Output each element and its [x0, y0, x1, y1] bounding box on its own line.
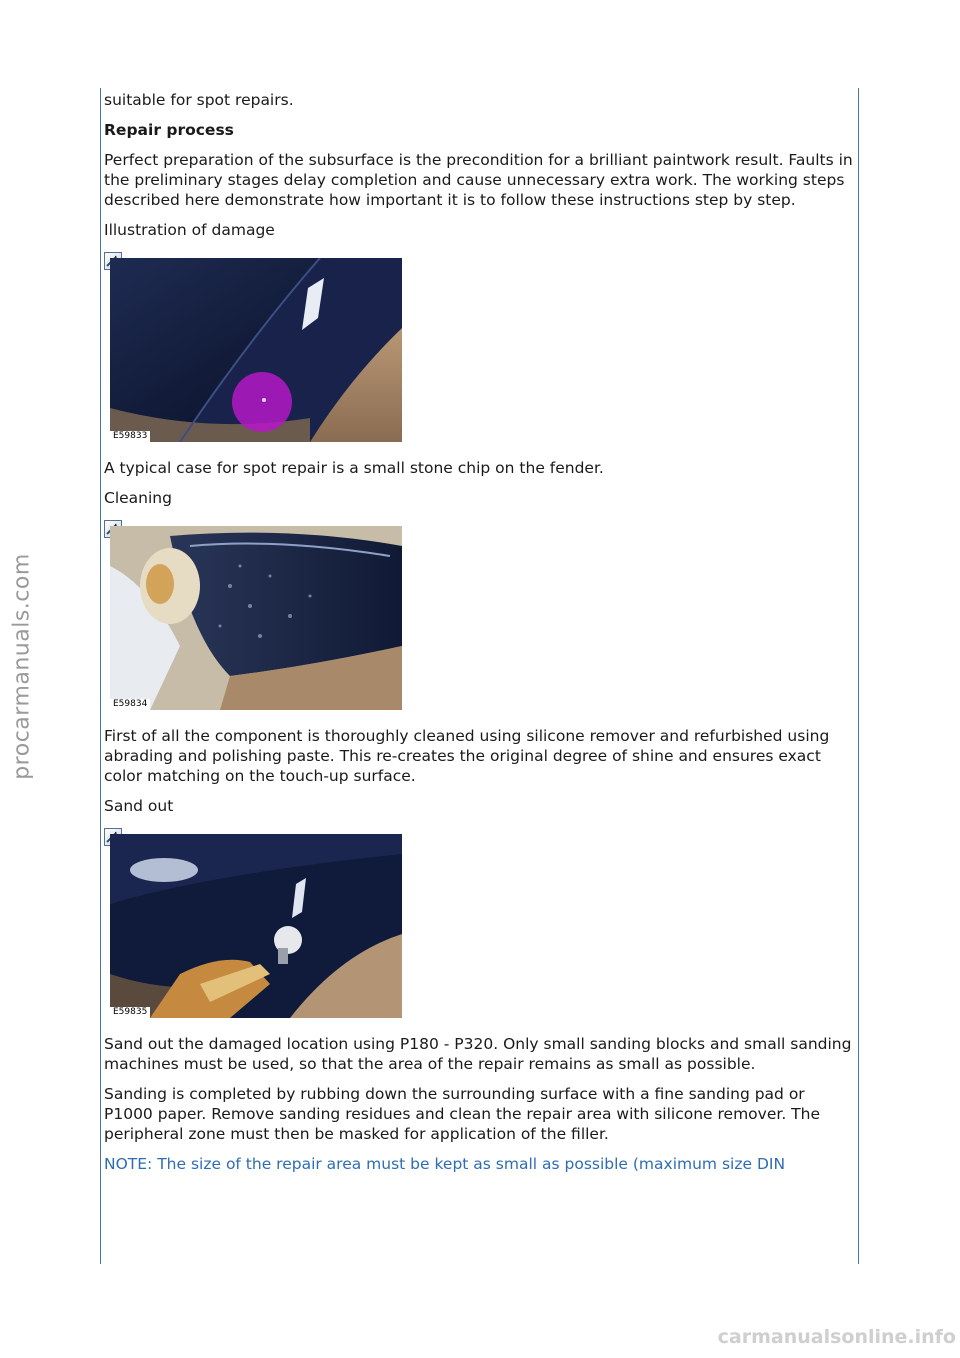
paragraph-sanding: Sanding is completed by rubbing down the surrounding surface with a fine sanding pad or P1000 paper. Remove sanding residues and clean the repair area with silicone remover. The peripheral zone must then be masked for application of the filler. — [104, 1085, 821, 1143]
figure-label-damage: Illustration of damage — [104, 221, 275, 239]
section-heading: Repair process — [104, 121, 234, 139]
photo-sand-out — [110, 834, 402, 1018]
photo-damage — [110, 258, 402, 442]
figure-caption-cleaning: First of all the component is thoroughly cleaned using silicone remover and refurbished using abrading and polishing paste. This re-creates the original degree of shine and ensures exact color matching on the touch-up surface. — [104, 727, 830, 785]
figure-sand-out — [104, 828, 856, 1020]
document-body — [104, 90, 856, 1184]
right-margin-rule — [858, 88, 859, 1264]
paragraph-preparation: Perfect preparation of the subsurface is the precondition for a brilliant paintwork result. Faults in the preliminary stages delay completion and cause unnecessary extra work. The working steps described here demonstrate how important it is to follow these instructions step by step. — [104, 151, 853, 209]
note-repair-area: NOTE: The size of the repair area must be kept as small as possible (maximum size DIN — [104, 1155, 786, 1173]
photo-cleaning — [110, 526, 402, 710]
bottom-watermark: carmanualsonline.info — [717, 1326, 956, 1348]
figure-code-label: E59834 — [110, 699, 150, 710]
left-margin-rule — [100, 88, 101, 1264]
paragraph-intro: suitable for spot repairs. — [104, 91, 294, 109]
figure-code-label: E59833 — [110, 431, 150, 442]
figure-label-cleaning: Cleaning — [104, 489, 172, 507]
figure-code-label: E59835 — [110, 1007, 150, 1018]
side-watermark: procarmanuals.com — [9, 553, 35, 780]
figure-label-sand-out: Sand out — [104, 797, 174, 815]
figure-damage — [104, 252, 856, 444]
figure-caption-sand-out: Sand out the damaged location using P180 - P320. Only small sanding blocks and small sanding machines must be used, so that the area of the repair remains as small as possible. — [104, 1035, 852, 1073]
figure-cleaning — [104, 520, 856, 712]
figure-caption-damage: A typical case for spot repair is a small stone chip on the fender. — [104, 459, 604, 477]
